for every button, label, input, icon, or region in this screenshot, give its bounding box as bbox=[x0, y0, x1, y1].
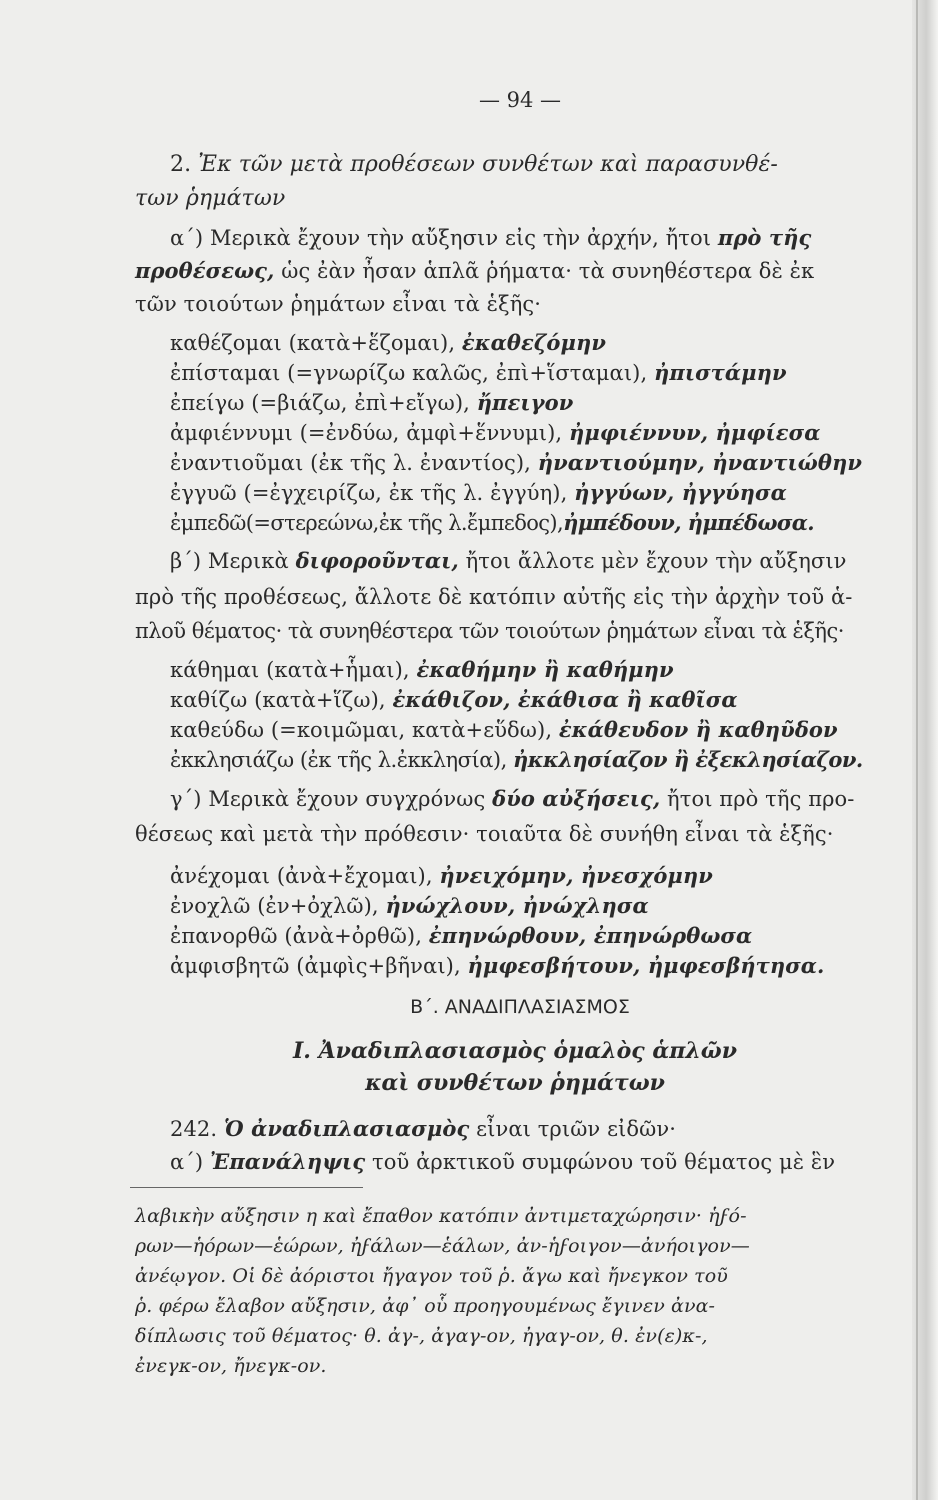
alpha-line-2 bbox=[135, 257, 814, 285]
verb-forms: ἐπείγω (=βιάζω, ἐπὶ+εἴγω), bbox=[170, 391, 470, 415]
para-242-line-2 bbox=[170, 1148, 835, 1176]
gamma-line-1-rest: ἤτοι πρὸ τῆς προ- bbox=[667, 787, 855, 811]
beta-line-2: πρὸ τῆς προθέσεως, ἄλλοτε δὲ κατόπιν αὐτῆς εἰς τὴν ἀρχὴν τοῦ ἁ- bbox=[135, 585, 853, 609]
alpha-verb-2 bbox=[170, 359, 787, 387]
page-edge-line bbox=[916, 0, 918, 1500]
alpha-line-1 bbox=[170, 224, 811, 252]
augmented-forms: ἠμφιέννυν, ἠμφίεσα bbox=[568, 420, 821, 445]
beta-verb-1 bbox=[170, 656, 674, 684]
alpha-verb-3 bbox=[170, 389, 573, 417]
para-242-bold: Ὁ ἀναδιπλασιασμὸς bbox=[223, 1116, 470, 1141]
augmented-forms: ἠμπέδουν, ἠμπέδωσα. bbox=[563, 510, 814, 535]
para-242-number: 242. bbox=[170, 1117, 218, 1141]
alpha-verb-4 bbox=[170, 419, 820, 447]
beta-line-1-bold: διφοροῦνται, bbox=[295, 548, 459, 573]
augmented-forms: ἠπιστάμην bbox=[654, 360, 787, 385]
gamma-verb-1 bbox=[170, 862, 713, 890]
gamma-line-1-bold: δύο αὐξήσεις, bbox=[492, 786, 661, 811]
verb-forms: ἀμφιέννυμι (=ἐνδύω, ἀμφὶ+ἕννυμι), bbox=[170, 421, 563, 445]
para-242-line-1 bbox=[170, 1115, 676, 1143]
gamma-verb-4 bbox=[170, 952, 824, 980]
footnote-line-4: ῥ. φέρω ἔλαβον αὔξησιν, ἀφ᾿ οὗ προηγουμένως ἔγινεν ἀνα- bbox=[135, 1295, 716, 1317]
para-242-alpha-text: τοῦ ἀρκτικοῦ συμφώνου τοῦ θέματος μὲ ἓν bbox=[372, 1150, 836, 1174]
beta-verb-2 bbox=[170, 686, 738, 714]
beta-line-1-rest: ἤτοι ἄλλοτε μὲν ἔχουν τὴν αὔξησιν bbox=[465, 549, 847, 573]
verb-forms: καθεύδω (=κοιμῶμαι, κατὰ+εὕδω), bbox=[170, 718, 553, 742]
alpha-line-1-text: α΄) Μερικὰ ἔχουν τὴν αὔξησιν εἰς τὴν ἀρχήν, ἤτοι bbox=[170, 226, 712, 250]
alpha-line-2-bold: προθέσεως, bbox=[135, 258, 275, 283]
augmented-forms: ἐκαθήμην ἢ καθήμην bbox=[416, 657, 674, 682]
verb-forms: καθίζω (κατὰ+ἵζω), bbox=[170, 688, 386, 712]
para-242-alpha-bold: Ἐπανάληψις bbox=[209, 1149, 366, 1174]
alpha-verb-6 bbox=[170, 479, 787, 507]
beta-line-1 bbox=[170, 547, 847, 575]
footnote-line-2: ρων—ἡόρων—ἑώρων, ἠϝάλων—ἑάλων, ἀν-ἡϝοιγον—ἀνήοιγον— bbox=[135, 1235, 750, 1257]
gamma-verb-3 bbox=[170, 922, 752, 950]
augmented-forms: ἐπηνώρθουν, ἐπηνώρθωσα bbox=[428, 923, 753, 948]
augmented-forms: ἠναντιούμην, ἠναντιώθην bbox=[537, 450, 863, 475]
augmented-forms: ἠμφεσβήτουν, ἠμφεσβήτησα. bbox=[467, 953, 825, 978]
section-b-heading: Β΄. ΑΝΑΔΙΠΛΑΣΙΑΣΜΟΣ bbox=[410, 996, 630, 1018]
verb-forms: ἀνέχομαι (ἀνὰ+ἔχομαι), bbox=[170, 864, 433, 888]
verb-forms: ἐκκλησιάζω (ἐκ τῆς λ.ἐκκλησία), bbox=[170, 748, 507, 772]
gamma-verb-2 bbox=[170, 892, 649, 920]
augmented-forms: ἤπειγον bbox=[476, 390, 574, 415]
alpha-line-1-bold: πρὸ τῆς bbox=[717, 225, 812, 250]
augmented-forms: ἠκκλησίαζον ἢ ἐξεκλησίαζον. bbox=[512, 747, 863, 772]
section-2-title-text-1: Ἐκ τῶν μετὰ προθέσεων συνθέτων καὶ παρασυνθέ- bbox=[198, 152, 778, 177]
verb-forms: ἐγγυῶ (=ἐγχειρίζω, ἐκ τῆς λ. ἐγγύη), bbox=[170, 481, 568, 505]
beta-line-3: πλοῦ θέματος· τὰ συνηθέστερα τῶν τοιούτων ῥημάτων εἶναι τὰ ἑξῆς· bbox=[135, 619, 844, 643]
alpha-verb-5 bbox=[170, 449, 862, 477]
verb-forms: ἐμπεδῶ(=στερεώνω,ἐκ τῆς λ.ἔμπεδος), bbox=[170, 511, 564, 535]
augmented-forms: ἠνειχόμην, ἠνεσχόμην bbox=[439, 863, 713, 888]
verb-forms: ἐναντιοῦμαι (ἐκ τῆς λ. ἐναντίος), bbox=[170, 451, 531, 475]
verb-forms: ἀμφισβητῶ (ἀμφὶς+βῆναι), bbox=[170, 954, 461, 978]
gamma-line-2: θέσεως καὶ μετὰ τὴν πρόθεσιν· τοιαῦτα δὲ συνήθη εἶναι τὰ ἑξῆς· bbox=[135, 822, 834, 846]
subsection-heading-line-1: I. Ἀναδιπλασιασμὸς ὁμαλὸς ἁπλῶν bbox=[292, 1038, 738, 1064]
verb-forms: ἐπανορθῶ (ἀνὰ+ὀρθῶ), bbox=[170, 924, 422, 948]
verb-forms: ἐπίσταμαι (=γνωρίζω καλῶς, ἐπὶ+ἵσταμαι), bbox=[170, 361, 648, 385]
section-2-number: 2. bbox=[170, 152, 192, 177]
alpha-line-3: τῶν τοιούτων ῥημάτων εἶναι τὰ ἑξῆς· bbox=[135, 292, 542, 316]
beta-verb-4 bbox=[170, 746, 863, 774]
gamma-line-1 bbox=[170, 785, 855, 813]
alpha-verb-1 bbox=[170, 329, 606, 357]
beta-verb-3 bbox=[170, 716, 838, 744]
augmented-forms: ἐκαθεζόμην bbox=[461, 330, 606, 355]
augmented-forms: ἐκάθιζον, ἐκάθισα ἢ καθῖσα bbox=[392, 687, 738, 712]
footnote-divider bbox=[130, 1187, 363, 1188]
footnote-line-1: λαβικὴν αὔξησιν η καὶ ἔπαθον κατόπιν ἀντιμεταχώρησιν· ἡϝό- bbox=[135, 1205, 747, 1227]
alpha-verb-7 bbox=[170, 509, 814, 537]
augmented-forms: ἠνώχλουν, ἠνώχλησα bbox=[385, 893, 649, 918]
section-2-title-line-1 bbox=[170, 151, 778, 179]
section-2-title-line-2: των ῥημάτων bbox=[135, 186, 286, 211]
verb-forms: καθέζομαι (κατὰ+ἕζομαι), bbox=[170, 331, 456, 355]
para-242-alpha: α΄) bbox=[170, 1150, 204, 1174]
gamma-line-1-text: γ΄) Μερικὰ ἔχουν συγχρόνως bbox=[170, 787, 486, 811]
alpha-line-2-text: ὡς ἐὰν ἦσαν ἁπλᾶ ῥήματα· τὰ συνηθέστερα δὲ ἐκ bbox=[281, 259, 815, 283]
verb-forms: ἐνοχλῶ (ἐν+ὀχλῶ), bbox=[170, 894, 379, 918]
augmented-forms: ἠγγύων, ἠγγύησα bbox=[574, 480, 787, 505]
verb-forms: κάθημαι (κατὰ+ἧμαι), bbox=[170, 658, 410, 682]
beta-line-1-text: β΄) Μερικὰ bbox=[170, 549, 289, 573]
footnote-line-6: ἐνεγκ-ον, ἤνεγκ-ον. bbox=[135, 1355, 327, 1377]
footnote-line-5: δίπλωσις τοῦ θέματος· θ. ἀγ-, ἀγαγ-ον, ἠγαγ-ον, θ. ἐν(ε)κ-, bbox=[135, 1325, 708, 1347]
subsection-heading-line-2: καὶ συνθέτων ῥημάτων bbox=[365, 1070, 665, 1096]
page-number: — 94 — bbox=[478, 88, 562, 112]
para-242-text: εἶναι τριῶν εἰδῶν· bbox=[476, 1117, 676, 1141]
footnote-line-3: ἀνέῳγον. Οἱ δὲ ἀόριστοι ἤγαγον τοῦ ῥ. ἄγω καὶ ἤνεγκον τοῦ bbox=[135, 1265, 728, 1287]
augmented-forms: ἐκάθευδον ἢ καθηῦδον bbox=[558, 717, 838, 742]
